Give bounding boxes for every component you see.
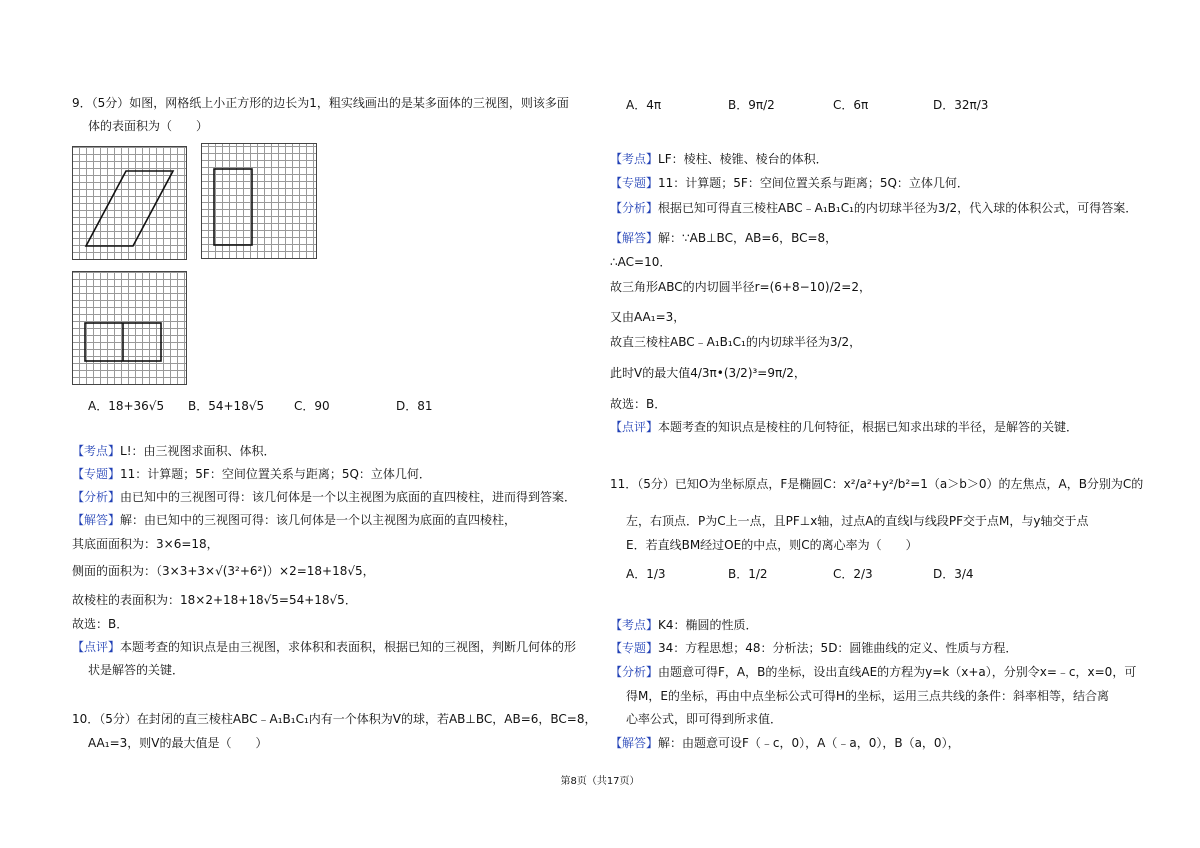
q11-fenxi-line3: 心率公式，即可得到所求值． <box>626 712 783 726</box>
q10-choice-b: B．9π/2 <box>728 98 775 112</box>
q10-kaodian: 【考点】LF：棱柱、棱锥、棱台的体积． <box>610 152 828 166</box>
q9-base-area: 其底面面积为：3×6=18， <box>72 537 219 551</box>
q9-stem-line1: 9．（5分）如图，网格纸上小正方形的边长为1，粗实线画出的是某多面体的三视图，则该多面 <box>72 96 569 110</box>
q9-fenxi: 【分析】由已知中的三视图可得：该几何体是一个以主视图为底面的直四棱柱，进而得到答案． <box>72 490 577 504</box>
q11-choice-a: A．1/3 <box>626 567 666 581</box>
q10-fenxi: 【分析】根据已知可得直三棱柱ABC﹣A₁B₁C₁的内切球半径为3/2，代入球的体积公式，可得答案． <box>610 201 1138 215</box>
q9-stem-line2: 体的表面积为（ ） <box>88 119 209 133</box>
page-number: 第8页（共17页） <box>560 776 640 787</box>
q10-inradius: 故三角形ABC的内切圆半径r=(6+8−10)/2=2， <box>610 280 871 294</box>
side-view-rectangle <box>202 144 316 258</box>
q10-choice-a: A．4π <box>626 98 662 112</box>
q11-choice-c: C．2/3 <box>833 567 873 581</box>
q9-choose: 故选：B． <box>72 617 129 631</box>
q10-prism-radius: 故直三棱柱ABC﹣A₁B₁C₁的内切球半径为3/2， <box>610 335 862 349</box>
q9-dianping: 【点评】本题考查的知识点是由三视图，求体积和表面积，根据已知的三视图，判断几何体的形 <box>72 640 577 654</box>
front-view-parallelogram <box>73 147 186 259</box>
front-view-grid <box>72 146 187 260</box>
top-view-rectangles <box>73 272 186 384</box>
q11-stem-line3: E．若直线BM经过OE的中点，则C的离心率为（ ） <box>626 538 918 552</box>
q11-fenxi-line2: 得M，E的坐标，再由中点坐标公式可得H的坐标，运用三点共线的条件：斜率相等，结合离 <box>626 689 1109 703</box>
q10-max-volume: 此时V的最大值4/3π•(3/2)³=9π/2， <box>610 366 806 380</box>
q11-zhuanti: 【专题】34：方程思想；48：分析法；5D：圆锥曲线的定义、性质与方程． <box>610 641 1018 655</box>
q9-total-area: 故棱柱的表面积为：18×2+18+18√5=54+18√5． <box>72 593 357 607</box>
q9-kaodian: 【考点】L!：由三视图求面积、体积． <box>72 444 276 458</box>
top-view-grid <box>72 271 187 385</box>
q9-choice-c: C．90 <box>294 399 330 413</box>
q11-choice-b: B．1/2 <box>728 567 768 581</box>
q11-stem-line1: 11．（5分）已知O为坐标原点，F是椭圆C：x²/a²+y²/b²=1（a＞b＞0）的左焦点，A，B分别为C的 <box>610 477 1144 491</box>
q11-fenxi: 【分析】由题意可得F，A，B的坐标，设出直线AE的方程为y=k（x+a），分别令x=﹣c，x=0，可 <box>610 665 1137 679</box>
q9-choice-a: A．18+36√5 <box>88 399 165 413</box>
q9-jieda: 【解答】解：由已知中的三视图可得：该几何体是一个以主视图为底面的直四棱柱， <box>72 513 517 527</box>
q10-dianping: 【点评】本题考查的知识点是棱柱的几何特征，根据已知求出球的半径，是解答的关键． <box>610 420 1079 434</box>
q9-choice-d: D．81 <box>396 399 433 413</box>
q10-stem-line2: AA₁=3，则V的最大值是（ ） <box>88 736 268 750</box>
q10-jieda: 【解答】解：∵AB⊥BC，AB=6，BC=8， <box>610 231 838 245</box>
q9-side-area: 侧面的面积为：（3×3+3×√(3²+6²)）×2=18+18√5， <box>72 564 375 578</box>
q10-ac: ∴AC=10． <box>610 255 672 269</box>
q10-aa1: 又由AA₁=3， <box>610 310 686 324</box>
q9-zhuanti: 【专题】11：计算题；5F：空间位置关系与距离；5Q：立体几何． <box>72 467 431 481</box>
side-view-grid <box>201 143 317 259</box>
q10-choice-d: D．32π/3 <box>933 98 989 112</box>
q9-dianping-line2: 状是解答的关键． <box>88 663 185 677</box>
q11-kaodian: 【考点】K4：椭圆的性质． <box>610 618 758 632</box>
q9-choice-b: B．54+18√5 <box>188 399 265 413</box>
q10-choice-c: C．6π <box>833 98 869 112</box>
q10-zhuanti: 【专题】11：计算题；5F：空间位置关系与距离；5Q：立体几何． <box>610 176 969 190</box>
q11-jieda: 【解答】解：由题意可设F（﹣c，0），A（﹣a，0），B（a，0）， <box>610 736 960 750</box>
q11-choice-d: D．3/4 <box>933 567 974 581</box>
q10-choose: 故选：B． <box>610 397 667 411</box>
q11-stem-line2: 左，右顶点．P为C上一点，且PF⊥x轴，过点A的直线l与线段PF交于点M，与y轴交于点 <box>626 514 1089 528</box>
q10-stem-line1: 10．（5分）在封闭的直三棱柱ABC﹣A₁B₁C₁内有一个体积为V的球，若AB⊥BC，AB=6，BC=8， <box>72 712 597 726</box>
